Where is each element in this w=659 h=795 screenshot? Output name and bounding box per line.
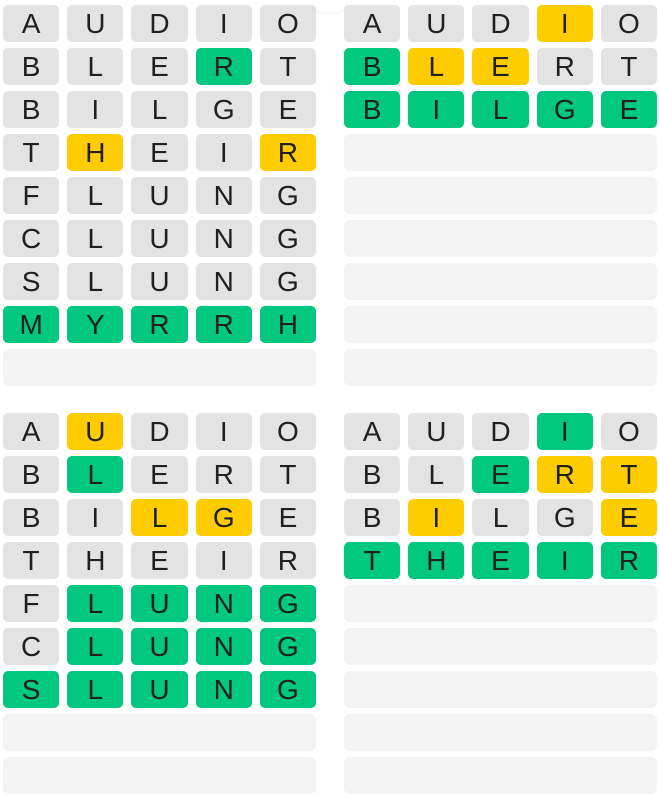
letter-tile: E bbox=[260, 91, 316, 128]
letter-tile: I bbox=[196, 542, 252, 579]
letter-tile: L bbox=[408, 456, 464, 493]
guess-row bbox=[3, 263, 316, 300]
letter-tile: N bbox=[196, 177, 252, 214]
guess-row bbox=[3, 413, 316, 450]
letter-tile: I bbox=[196, 134, 252, 171]
letter-tile: O bbox=[601, 5, 657, 42]
letter-tile: F bbox=[3, 585, 59, 622]
letter-tile: N bbox=[196, 671, 252, 708]
letter-tile: H bbox=[260, 306, 316, 343]
letter-tile: H bbox=[408, 542, 464, 579]
letter-tile: R bbox=[196, 456, 252, 493]
guess-row bbox=[344, 456, 657, 493]
letter-tile: L bbox=[67, 177, 123, 214]
letter-tile: E bbox=[131, 48, 187, 85]
empty-row bbox=[3, 714, 316, 751]
letter-tile: T bbox=[260, 456, 316, 493]
letter-tile: U bbox=[131, 628, 187, 665]
letter-tile: D bbox=[131, 413, 187, 450]
letter-tile: R bbox=[131, 306, 187, 343]
empty-row bbox=[3, 757, 316, 794]
guess-row bbox=[3, 585, 316, 622]
letter-tile: I bbox=[408, 499, 464, 536]
letter-tile: B bbox=[3, 456, 59, 493]
letter-tile: G bbox=[260, 585, 316, 622]
letter-tile: N bbox=[196, 220, 252, 257]
guess-row bbox=[344, 48, 657, 85]
letter-tile: U bbox=[131, 220, 187, 257]
letter-tile: B bbox=[3, 499, 59, 536]
letter-tile: T bbox=[3, 542, 59, 579]
letter-tile: G bbox=[260, 671, 316, 708]
letter-tile: A bbox=[3, 413, 59, 450]
letter-tile: I bbox=[67, 91, 123, 128]
letter-tile: O bbox=[260, 413, 316, 450]
guess-row bbox=[344, 5, 657, 42]
letter-tile: F bbox=[3, 177, 59, 214]
board-top-left bbox=[3, 5, 316, 386]
board-top-right bbox=[344, 5, 657, 386]
empty-row bbox=[344, 757, 657, 794]
letter-tile: I bbox=[537, 413, 593, 450]
letter-tile: S bbox=[3, 671, 59, 708]
letter-tile: O bbox=[601, 413, 657, 450]
letter-tile: U bbox=[131, 671, 187, 708]
letter-tile: U bbox=[408, 5, 464, 42]
letter-tile: U bbox=[131, 585, 187, 622]
letter-tile: L bbox=[408, 48, 464, 85]
letter-tile: B bbox=[344, 91, 400, 128]
letter-tile: L bbox=[67, 585, 123, 622]
guess-row bbox=[3, 134, 316, 171]
letter-tile: E bbox=[472, 542, 528, 579]
board-bottom-right bbox=[344, 413, 657, 794]
letter-tile: I bbox=[196, 5, 252, 42]
letter-tile: L bbox=[131, 91, 187, 128]
letter-tile: E bbox=[472, 456, 528, 493]
guess-row bbox=[3, 542, 316, 579]
letter-tile: D bbox=[131, 5, 187, 42]
guess-row bbox=[3, 456, 316, 493]
letter-tile: B bbox=[344, 48, 400, 85]
letter-tile: I bbox=[537, 542, 593, 579]
letter-tile: L bbox=[67, 671, 123, 708]
letter-tile: R bbox=[260, 542, 316, 579]
empty-row bbox=[344, 349, 657, 386]
letter-tile: R bbox=[260, 134, 316, 171]
letter-tile: I bbox=[67, 499, 123, 536]
letter-tile: U bbox=[67, 5, 123, 42]
letter-tile: R bbox=[537, 48, 593, 85]
letter-tile: A bbox=[3, 5, 59, 42]
boards-grid bbox=[3, 5, 657, 794]
empty-row bbox=[344, 306, 657, 343]
letter-tile: O bbox=[260, 5, 316, 42]
letter-tile: L bbox=[472, 91, 528, 128]
letter-tile: R bbox=[196, 48, 252, 85]
empty-row bbox=[344, 263, 657, 300]
guess-row bbox=[3, 48, 316, 85]
letter-tile: B bbox=[3, 48, 59, 85]
empty-row bbox=[344, 714, 657, 751]
letter-tile: G bbox=[196, 91, 252, 128]
letter-tile: U bbox=[67, 413, 123, 450]
empty-row bbox=[344, 628, 657, 665]
letter-tile: T bbox=[3, 134, 59, 171]
letter-tile: I bbox=[196, 413, 252, 450]
letter-tile: L bbox=[472, 499, 528, 536]
letter-tile: Y bbox=[67, 306, 123, 343]
letter-tile: B bbox=[344, 456, 400, 493]
guess-row bbox=[3, 91, 316, 128]
letter-tile: N bbox=[196, 628, 252, 665]
empty-row bbox=[344, 134, 657, 171]
guess-row bbox=[3, 671, 316, 708]
letter-tile: C bbox=[3, 220, 59, 257]
empty-row bbox=[3, 349, 316, 386]
guess-row bbox=[344, 542, 657, 579]
letter-tile: T bbox=[601, 456, 657, 493]
letter-tile: I bbox=[408, 91, 464, 128]
letter-tile: U bbox=[131, 177, 187, 214]
letter-tile: E bbox=[131, 134, 187, 171]
letter-tile: L bbox=[131, 499, 187, 536]
letter-tile: E bbox=[260, 499, 316, 536]
letter-tile: R bbox=[537, 456, 593, 493]
letter-tile: G bbox=[260, 177, 316, 214]
letter-tile: G bbox=[537, 499, 593, 536]
guess-row bbox=[344, 499, 657, 536]
guess-row bbox=[3, 220, 316, 257]
letter-tile: E bbox=[131, 542, 187, 579]
empty-row bbox=[344, 177, 657, 214]
letter-tile: U bbox=[131, 263, 187, 300]
empty-row bbox=[344, 671, 657, 708]
letter-tile: T bbox=[260, 48, 316, 85]
board-bottom-left bbox=[3, 413, 316, 794]
letter-tile: L bbox=[67, 48, 123, 85]
letter-tile: G bbox=[260, 263, 316, 300]
letter-tile: M bbox=[3, 306, 59, 343]
letter-tile: E bbox=[131, 456, 187, 493]
letter-tile: U bbox=[408, 413, 464, 450]
letter-tile: H bbox=[67, 542, 123, 579]
top-center-notch bbox=[314, 0, 345, 12]
letter-tile: N bbox=[196, 263, 252, 300]
guess-row bbox=[3, 306, 316, 343]
guess-row bbox=[3, 5, 316, 42]
letter-tile: L bbox=[67, 263, 123, 300]
letter-tile: N bbox=[196, 585, 252, 622]
letter-tile: L bbox=[67, 456, 123, 493]
guess-row bbox=[3, 628, 316, 665]
letter-tile: C bbox=[3, 628, 59, 665]
letter-tile: B bbox=[3, 91, 59, 128]
empty-row bbox=[344, 220, 657, 257]
letter-tile: R bbox=[196, 306, 252, 343]
letter-tile: G bbox=[537, 91, 593, 128]
letter-tile: A bbox=[344, 413, 400, 450]
letter-tile: T bbox=[344, 542, 400, 579]
letter-tile: T bbox=[601, 48, 657, 85]
guess-row bbox=[3, 177, 316, 214]
letter-tile: G bbox=[260, 220, 316, 257]
empty-row bbox=[344, 585, 657, 622]
letter-tile: E bbox=[472, 48, 528, 85]
letter-tile: S bbox=[3, 263, 59, 300]
guess-row bbox=[344, 91, 657, 128]
letter-tile: G bbox=[260, 628, 316, 665]
letter-tile: L bbox=[67, 220, 123, 257]
letter-tile: I bbox=[537, 5, 593, 42]
letter-tile: D bbox=[472, 5, 528, 42]
letter-tile: A bbox=[344, 5, 400, 42]
letter-tile: G bbox=[196, 499, 252, 536]
guess-row bbox=[3, 499, 316, 536]
guess-row bbox=[344, 413, 657, 450]
letter-tile: R bbox=[601, 542, 657, 579]
letter-tile: E bbox=[601, 91, 657, 128]
letter-tile: L bbox=[67, 628, 123, 665]
letter-tile: H bbox=[67, 134, 123, 171]
letter-tile: B bbox=[344, 499, 400, 536]
letter-tile: D bbox=[472, 413, 528, 450]
letter-tile: E bbox=[601, 499, 657, 536]
